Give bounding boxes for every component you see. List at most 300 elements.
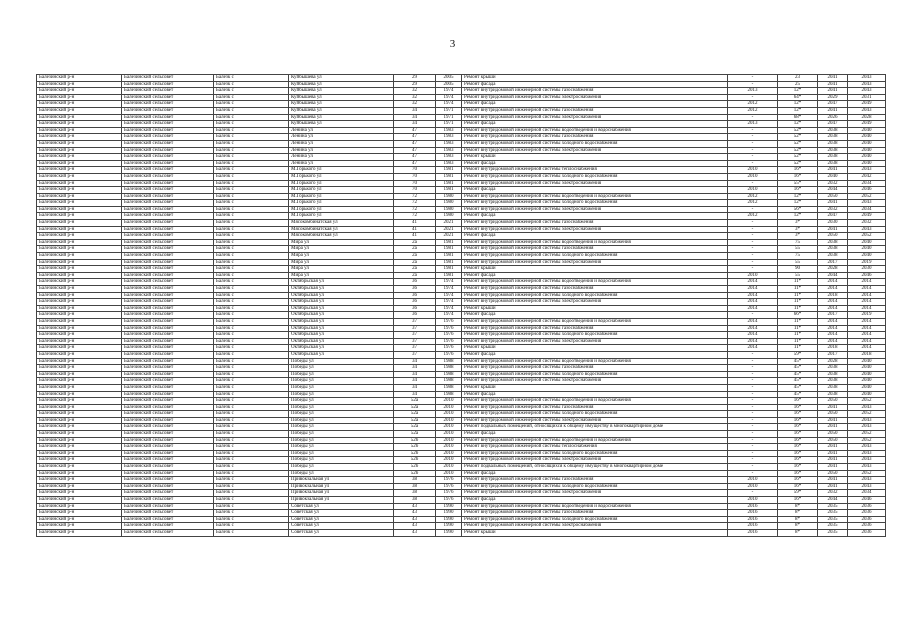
last-repair-year-cell: - xyxy=(728,464,778,471)
end-year-cell: 2043 xyxy=(848,107,886,114)
settlement-cell: Балезк с xyxy=(214,239,289,246)
end-year-cell: 2042 xyxy=(848,173,886,180)
end-year-cell: 2040 xyxy=(848,147,886,154)
work-type-cell: Ремонт внутридомовой инженерной системы холодного водоснабжения xyxy=(462,371,728,378)
house-number-cell: 52а xyxy=(394,398,436,405)
wear-cell: 16* xyxy=(778,470,818,477)
last-repair-year-cell: - xyxy=(728,239,778,246)
municipality-cell: Балезинский сельсовет xyxy=(122,332,214,339)
start-year-cell: 2047 xyxy=(818,121,848,128)
work-type-cell: Ремонт внутридомовой инженерной системы газоснабжения xyxy=(462,286,728,293)
table-row xyxy=(37,325,886,332)
municipality-cell: Балезинский сельсовет xyxy=(122,510,214,517)
end-year-cell: 2043 xyxy=(848,88,886,95)
settlement-cell: Балезк с xyxy=(214,226,289,233)
year-built-cell: 1974 xyxy=(436,88,462,95)
work-type-cell: Ремонт фасада xyxy=(462,312,728,319)
last-repair-year-cell: - xyxy=(728,253,778,260)
district-cell: Балезинский р-н xyxy=(37,266,122,273)
page-number: 3 xyxy=(449,38,456,50)
settlement-cell: Балезк с xyxy=(214,154,289,161)
last-repair-year-cell: 2010 xyxy=(728,187,778,194)
start-year-cell: 2041 xyxy=(818,483,848,490)
start-year-cell: 2038 xyxy=(818,253,848,260)
house-number-cell: 52б xyxy=(394,464,436,471)
start-year-cell: 2047 xyxy=(818,101,848,108)
wear-cell: 11* xyxy=(778,292,818,299)
street-cell: Советская ул xyxy=(289,523,394,530)
start-year-cell: 2038 xyxy=(818,365,848,372)
municipality-cell: Балезинский сельсовет xyxy=(122,497,214,504)
last-repair-year-cell: - xyxy=(728,417,778,424)
table-body xyxy=(37,75,886,537)
wear-cell: 55 xyxy=(778,272,818,279)
district-cell: Балезинский р-н xyxy=(37,371,122,378)
street-cell: Победы ул xyxy=(289,457,394,464)
settlement-cell: Балезк с xyxy=(214,272,289,279)
end-year-cell: 2030 xyxy=(848,266,886,273)
wear-cell: 25 xyxy=(778,81,818,88)
district-cell: Балезинский р-н xyxy=(37,404,122,411)
start-year-cell: 2014 xyxy=(818,338,848,345)
end-year-cell: 2046 xyxy=(848,272,886,279)
municipality-cell: Балезинский сельсовет xyxy=(122,134,214,141)
last-repair-year-cell: - xyxy=(728,233,778,240)
last-repair-year-cell: 2010 xyxy=(728,272,778,279)
wear-cell: 11* xyxy=(778,286,818,293)
district-cell: Балезинский р-н xyxy=(37,292,122,299)
end-year-cell: 2014 xyxy=(848,299,886,306)
table-row xyxy=(37,121,886,128)
wear-cell: 11* xyxy=(778,325,818,332)
table-row xyxy=(37,384,886,391)
work-type-cell: Ремонт фасада xyxy=(462,121,728,128)
street-cell: Победы ул xyxy=(289,371,394,378)
street-cell: Привокзальная ул xyxy=(289,497,394,504)
house-number-cell: 52а xyxy=(394,431,436,438)
house-number-cell: 72 xyxy=(394,213,436,220)
work-type-cell: Ремонт внутридомовой инженерной системы холодного водоснабжения xyxy=(462,292,728,299)
wear-cell: 68* xyxy=(778,114,818,121)
start-year-cell: 2038 xyxy=(818,140,848,147)
end-year-cell: 2014 xyxy=(848,286,886,293)
street-cell: Октябрьская ул xyxy=(289,286,394,293)
end-year-cell: 2040 xyxy=(848,134,886,141)
end-year-cell: 2040 xyxy=(848,371,886,378)
street-cell: Мира ул xyxy=(289,259,394,266)
settlement-cell: Балезк с xyxy=(214,345,289,352)
settlement-cell: Балезк с xyxy=(214,477,289,484)
district-cell: Балезинский р-н xyxy=(37,299,122,306)
work-type-cell: Ремонт внутридомовой инженерной системы электроснабжения xyxy=(462,490,728,497)
table-row xyxy=(37,497,886,504)
year-built-cell: 2021 xyxy=(436,220,462,227)
table-row xyxy=(37,523,886,530)
work-type-cell: Ремонт внутридомовой инженерной системы газоснабжения xyxy=(462,404,728,411)
settlement-cell: Балезк с xyxy=(214,338,289,345)
work-type-cell: Ремонт внутридомовой инженерной системы холодного водоснабжения xyxy=(462,411,728,418)
district-cell: Балезинский р-н xyxy=(37,529,122,536)
work-type-cell: Ремонт фасада xyxy=(462,470,728,477)
work-type-cell: Ремонт внутридомовой инженерной системы холодного водоснабжения xyxy=(462,516,728,523)
start-year-cell: 2050 xyxy=(818,411,848,418)
start-year-cell: 2014 xyxy=(818,325,848,332)
house-number-cell: 52б xyxy=(394,437,436,444)
last-repair-year-cell: 2013 xyxy=(728,88,778,95)
end-year-cell: 2049 xyxy=(848,101,886,108)
year-built-cell: 1990 xyxy=(436,516,462,523)
house-number-cell: 41 xyxy=(394,226,436,233)
last-repair-year-cell: - xyxy=(728,490,778,497)
start-year-cell: 2017 xyxy=(818,312,848,319)
end-year-cell: 2049 xyxy=(848,121,886,128)
end-year-cell: 2040 xyxy=(848,391,886,398)
municipality-cell: Балезинский сельсовет xyxy=(122,378,214,385)
municipality-cell: Балезинский сельсовет xyxy=(122,503,214,510)
municipality-cell: Балезинский сельсовет xyxy=(122,292,214,299)
street-cell: Октябрьская ул xyxy=(289,351,394,358)
municipality-cell: Балезинский сельсовет xyxy=(122,345,214,352)
municipality-cell: Балезинский сельсовет xyxy=(122,173,214,180)
last-repair-year-cell: 2014 xyxy=(728,286,778,293)
district-cell: Балезинский р-н xyxy=(37,246,122,253)
start-year-cell: 2047 xyxy=(818,213,848,220)
table-row xyxy=(37,259,886,266)
district-cell: Балезинский р-н xyxy=(37,305,122,312)
year-built-cell: 1971 xyxy=(436,121,462,128)
settlement-cell: Балезк с xyxy=(214,160,289,167)
work-type-cell: Ремонт внутридомовой инженерной системы электроснабжения xyxy=(462,259,728,266)
year-built-cell: 1983 xyxy=(436,140,462,147)
district-cell: Балезинский р-н xyxy=(37,94,122,101)
street-cell: М.Горького ул xyxy=(289,213,394,220)
last-repair-year-cell: - xyxy=(728,127,778,134)
end-year-cell: 2036 xyxy=(848,516,886,523)
house-number-cell: 52б xyxy=(394,444,436,451)
district-cell: Балезинский р-н xyxy=(37,81,122,88)
settlement-cell: Балезк с xyxy=(214,266,289,273)
street-cell: Куйбышева ул xyxy=(289,121,394,128)
year-built-cell: 1988 xyxy=(436,384,462,391)
house-number-cell: 43 xyxy=(394,529,436,536)
street-cell: Ленина ул xyxy=(289,127,394,134)
work-type-cell: Ремонт фасада xyxy=(462,497,728,504)
end-year-cell: 2043 xyxy=(848,457,886,464)
year-built-cell: 1976 xyxy=(436,497,462,504)
table-row xyxy=(37,411,886,418)
wear-cell: 52* xyxy=(778,127,818,134)
district-cell: Балезинский р-н xyxy=(37,398,122,405)
last-repair-year-cell: - xyxy=(728,378,778,385)
end-year-cell: 2043 xyxy=(848,404,886,411)
year-built-cell: 2010 xyxy=(436,404,462,411)
settlement-cell: Балезк с xyxy=(214,173,289,180)
wear-cell: 45* xyxy=(778,391,818,398)
settlement-cell: Балезк с xyxy=(214,253,289,260)
settlement-cell: Балезк с xyxy=(214,286,289,293)
district-cell: Балезинский р-н xyxy=(37,226,122,233)
street-cell: Советская ул xyxy=(289,516,394,523)
wear-cell: 75 xyxy=(778,253,818,260)
work-type-cell: Ремонт крыши xyxy=(462,305,728,312)
house-number-cell: 52б xyxy=(394,457,436,464)
house-number-cell: 34 xyxy=(394,114,436,121)
start-year-cell: 2014 xyxy=(818,332,848,339)
settlement-cell: Балезк с xyxy=(214,351,289,358)
district-cell: Балезинский р-н xyxy=(37,213,122,220)
municipality-cell: Балезинский сельсовет xyxy=(122,305,214,312)
table-row xyxy=(37,398,886,405)
municipality-cell: Балезинский сельсовет xyxy=(122,101,214,108)
house-number-cell: 43 xyxy=(394,510,436,517)
end-year-cell: 2028 xyxy=(848,114,886,121)
table-row xyxy=(37,503,886,510)
work-type-cell: Ремонт внутридомовой инженерной системы газоснабжения xyxy=(462,325,728,332)
end-year-cell: 2014 xyxy=(848,345,886,352)
wear-cell: 16* xyxy=(778,187,818,194)
wear-cell: 52* xyxy=(778,140,818,147)
house-number-cell: 34 xyxy=(394,391,436,398)
end-year-cell: 2036 xyxy=(848,529,886,536)
street-cell: Куйбышева ул xyxy=(289,75,394,82)
district-cell: Балезинский р-н xyxy=(37,497,122,504)
wear-cell: 11* xyxy=(778,332,818,339)
district-cell: Балезинский р-н xyxy=(37,167,122,174)
street-cell: Октябрьская ул xyxy=(289,279,394,286)
last-repair-year-cell: 2014 xyxy=(728,338,778,345)
wear-cell: 12* xyxy=(778,88,818,95)
house-number-cell: 36 xyxy=(394,312,436,319)
house-number-cell: 37 xyxy=(394,318,436,325)
year-built-cell: 1990 xyxy=(436,529,462,536)
last-repair-year-cell: 2010 xyxy=(728,173,778,180)
work-type-cell: Ремонт подвальных помещений, относящихся к общему имуществу в многоквартирном доме xyxy=(462,464,728,471)
start-year-cell: 2035 xyxy=(818,529,848,536)
wear-cell: 56* xyxy=(778,206,818,213)
table-row xyxy=(37,516,886,523)
municipality-cell: Балезинский сельсовет xyxy=(122,417,214,424)
year-built-cell: 1988 xyxy=(436,358,462,365)
table-row xyxy=(37,510,886,517)
wear-cell: 16* xyxy=(778,167,818,174)
municipality-cell: Балезинский сельсовет xyxy=(122,187,214,194)
year-built-cell: 1988 xyxy=(436,391,462,398)
start-year-cell: 2038 xyxy=(818,147,848,154)
start-year-cell: 2032 xyxy=(818,206,848,213)
start-year-cell: 2029 xyxy=(818,94,848,101)
district-cell: Балезинский р-н xyxy=(37,220,122,227)
house-number-cell: 29 xyxy=(394,75,436,82)
settlement-cell: Балезк с xyxy=(214,411,289,418)
end-year-cell: 2018 xyxy=(848,351,886,358)
street-cell: Привокзальная ул xyxy=(289,483,394,490)
table-row xyxy=(37,94,886,101)
street-cell: Победы ул xyxy=(289,431,394,438)
settlement-cell: Балезк с xyxy=(214,94,289,101)
district-cell: Балезинский р-н xyxy=(37,450,122,457)
street-cell: М.Горького ул xyxy=(289,167,394,174)
end-year-cell: 2014 xyxy=(848,279,886,286)
district-cell: Балезинский р-н xyxy=(37,101,122,108)
year-built-cell: 1981 xyxy=(436,259,462,266)
wear-cell: 45* xyxy=(778,365,818,372)
last-repair-year-cell: - xyxy=(728,154,778,161)
house-number-cell: 34 xyxy=(394,378,436,385)
end-year-cell: 2014 xyxy=(848,332,886,339)
last-repair-year-cell: - xyxy=(728,226,778,233)
start-year-cell: 2038 xyxy=(818,239,848,246)
year-built-cell: 2010 xyxy=(436,470,462,477)
year-built-cell: 1983 xyxy=(436,147,462,154)
wear-cell: 12* xyxy=(778,121,818,128)
year-built-cell: 1990 xyxy=(436,503,462,510)
year-built-cell: 2021 xyxy=(436,226,462,233)
year-built-cell: 1974 xyxy=(436,279,462,286)
wear-cell: 11* xyxy=(778,279,818,286)
settlement-cell: Балезк с xyxy=(214,431,289,438)
district-cell: Балезинский р-н xyxy=(37,187,122,194)
street-cell: Октябрьская ул xyxy=(289,318,394,325)
start-year-cell: 2041 xyxy=(818,457,848,464)
work-type-cell: Ремонт внутридомовой инженерной системы газоснабжения xyxy=(462,220,728,227)
work-type-cell: Ремонт внутридомовой инженерной системы электроснабжения xyxy=(462,94,728,101)
settlement-cell: Балезк с xyxy=(214,279,289,286)
start-year-cell: 2050 xyxy=(818,233,848,240)
last-repair-year-cell: - xyxy=(728,470,778,477)
settlement-cell: Балезк с xyxy=(214,121,289,128)
district-cell: Балезинский р-н xyxy=(37,75,122,82)
table-row xyxy=(37,101,886,108)
start-year-cell: 2035 xyxy=(818,510,848,517)
settlement-cell: Балезк с xyxy=(214,134,289,141)
wear-cell: 52* xyxy=(778,154,818,161)
start-year-cell: 2041 xyxy=(818,464,848,471)
end-year-cell: 2040 xyxy=(848,378,886,385)
start-year-cell: 2035 xyxy=(818,523,848,530)
settlement-cell: Балезк с xyxy=(214,305,289,312)
end-year-cell: 2040 xyxy=(848,160,886,167)
table-row xyxy=(37,378,886,385)
house-number-cell: 41 xyxy=(394,220,436,227)
district-cell: Балезинский р-н xyxy=(37,279,122,286)
municipality-cell: Балезинский сельсовет xyxy=(122,312,214,319)
wear-cell: 16* xyxy=(778,411,818,418)
street-cell: Победы ул xyxy=(289,444,394,451)
work-type-cell: Ремонт внутридомовой инженерной системы водоотведения и водоснабжения xyxy=(462,239,728,246)
street-cell: Победы ул xyxy=(289,437,394,444)
year-built-cell: 1981 xyxy=(436,173,462,180)
house-number-cell: 36 xyxy=(394,305,436,312)
table-row xyxy=(37,266,886,273)
work-type-cell: Ремонт внутридомовой инженерной системы теплоснабжения xyxy=(462,167,728,174)
table-row xyxy=(37,431,886,438)
house-number-cell: 47 xyxy=(394,147,436,154)
start-year-cell: 2038 xyxy=(818,391,848,398)
start-year-cell: 2038 xyxy=(818,384,848,391)
district-cell: Балезинский р-н xyxy=(37,424,122,431)
last-repair-year-cell: - xyxy=(728,147,778,154)
end-year-cell: 2014 xyxy=(848,305,886,312)
wear-cell: 8* xyxy=(778,503,818,510)
table-row xyxy=(37,483,886,490)
municipality-cell: Балезинский сельсовет xyxy=(122,371,214,378)
table-row xyxy=(37,81,886,88)
municipality-cell: Балезинский сельсовет xyxy=(122,180,214,187)
work-type-cell: Ремонт внутридомовой инженерной системы холодного водоснабжения xyxy=(462,200,728,207)
street-cell: Ленина ул xyxy=(289,160,394,167)
wear-cell: 66* xyxy=(778,312,818,319)
district-cell: Балезинский р-н xyxy=(37,272,122,279)
settlement-cell: Балезк с xyxy=(214,444,289,451)
municipality-cell: Балезинский сельсовет xyxy=(122,286,214,293)
street-cell: Куйбышева ул xyxy=(289,114,394,121)
district-cell: Балезинский р-н xyxy=(37,147,122,154)
year-built-cell: 1971 xyxy=(436,114,462,121)
last-repair-year-cell: 2012 xyxy=(728,200,778,207)
year-built-cell: 2010 xyxy=(436,457,462,464)
end-year-cell: 2032 xyxy=(848,220,886,227)
year-built-cell: 1974 xyxy=(436,101,462,108)
end-year-cell: 2043 xyxy=(848,450,886,457)
district-cell: Балезинский р-н xyxy=(37,160,122,167)
work-type-cell: Ремонт фасада xyxy=(462,272,728,279)
municipality-cell: Балезинский сельсовет xyxy=(122,529,214,536)
year-built-cell: 1976 xyxy=(436,483,462,490)
district-cell: Балезинский р-н xyxy=(37,384,122,391)
wear-cell: 16* xyxy=(778,497,818,504)
settlement-cell: Балезк с xyxy=(214,516,289,523)
table-row xyxy=(37,332,886,339)
house-number-cell: 72 xyxy=(394,206,436,213)
wear-cell: 55 xyxy=(778,246,818,253)
end-year-cell: 2014 xyxy=(848,325,886,332)
wear-cell: 16* xyxy=(778,398,818,405)
last-repair-year-cell: - xyxy=(728,180,778,187)
district-cell: Балезинский р-н xyxy=(37,391,122,398)
district-cell: Балезинский р-н xyxy=(37,464,122,471)
end-year-cell: 2052 xyxy=(848,437,886,444)
capital-repair-table xyxy=(36,74,886,537)
municipality-cell: Балезинский сельсовет xyxy=(122,351,214,358)
house-number-cell: 36 xyxy=(394,286,436,293)
house-number-cell: 52а xyxy=(394,404,436,411)
district-cell: Балезинский р-н xyxy=(37,457,122,464)
work-type-cell: Ремонт внутридомовой инженерной системы газоснабжения xyxy=(462,88,728,95)
wear-cell: 16* xyxy=(778,404,818,411)
table-row xyxy=(37,371,886,378)
settlement-cell: Балезк с xyxy=(214,365,289,372)
table-row xyxy=(37,318,886,325)
settlement-cell: Балезк с xyxy=(214,450,289,457)
table-row xyxy=(37,424,886,431)
start-year-cell: 2014 xyxy=(818,299,848,306)
municipality-cell: Балезинский сельсовет xyxy=(122,424,214,431)
start-year-cell: 2044 xyxy=(818,497,848,504)
year-built-cell: 1976 xyxy=(436,325,462,332)
house-number-cell: 70 xyxy=(394,180,436,187)
wear-cell: 8* xyxy=(778,516,818,523)
settlement-cell: Балезк с xyxy=(214,101,289,108)
settlement-cell: Балезк с xyxy=(214,200,289,207)
table-row xyxy=(37,470,886,477)
table-row xyxy=(37,490,886,497)
end-year-cell: 2014 xyxy=(848,338,886,345)
last-repair-year-cell: - xyxy=(728,384,778,391)
start-year-cell: 2017 xyxy=(818,259,848,266)
last-repair-year-cell: - xyxy=(728,398,778,405)
wear-cell: 11* xyxy=(778,299,818,306)
street-cell: Ленина ул xyxy=(289,154,394,161)
